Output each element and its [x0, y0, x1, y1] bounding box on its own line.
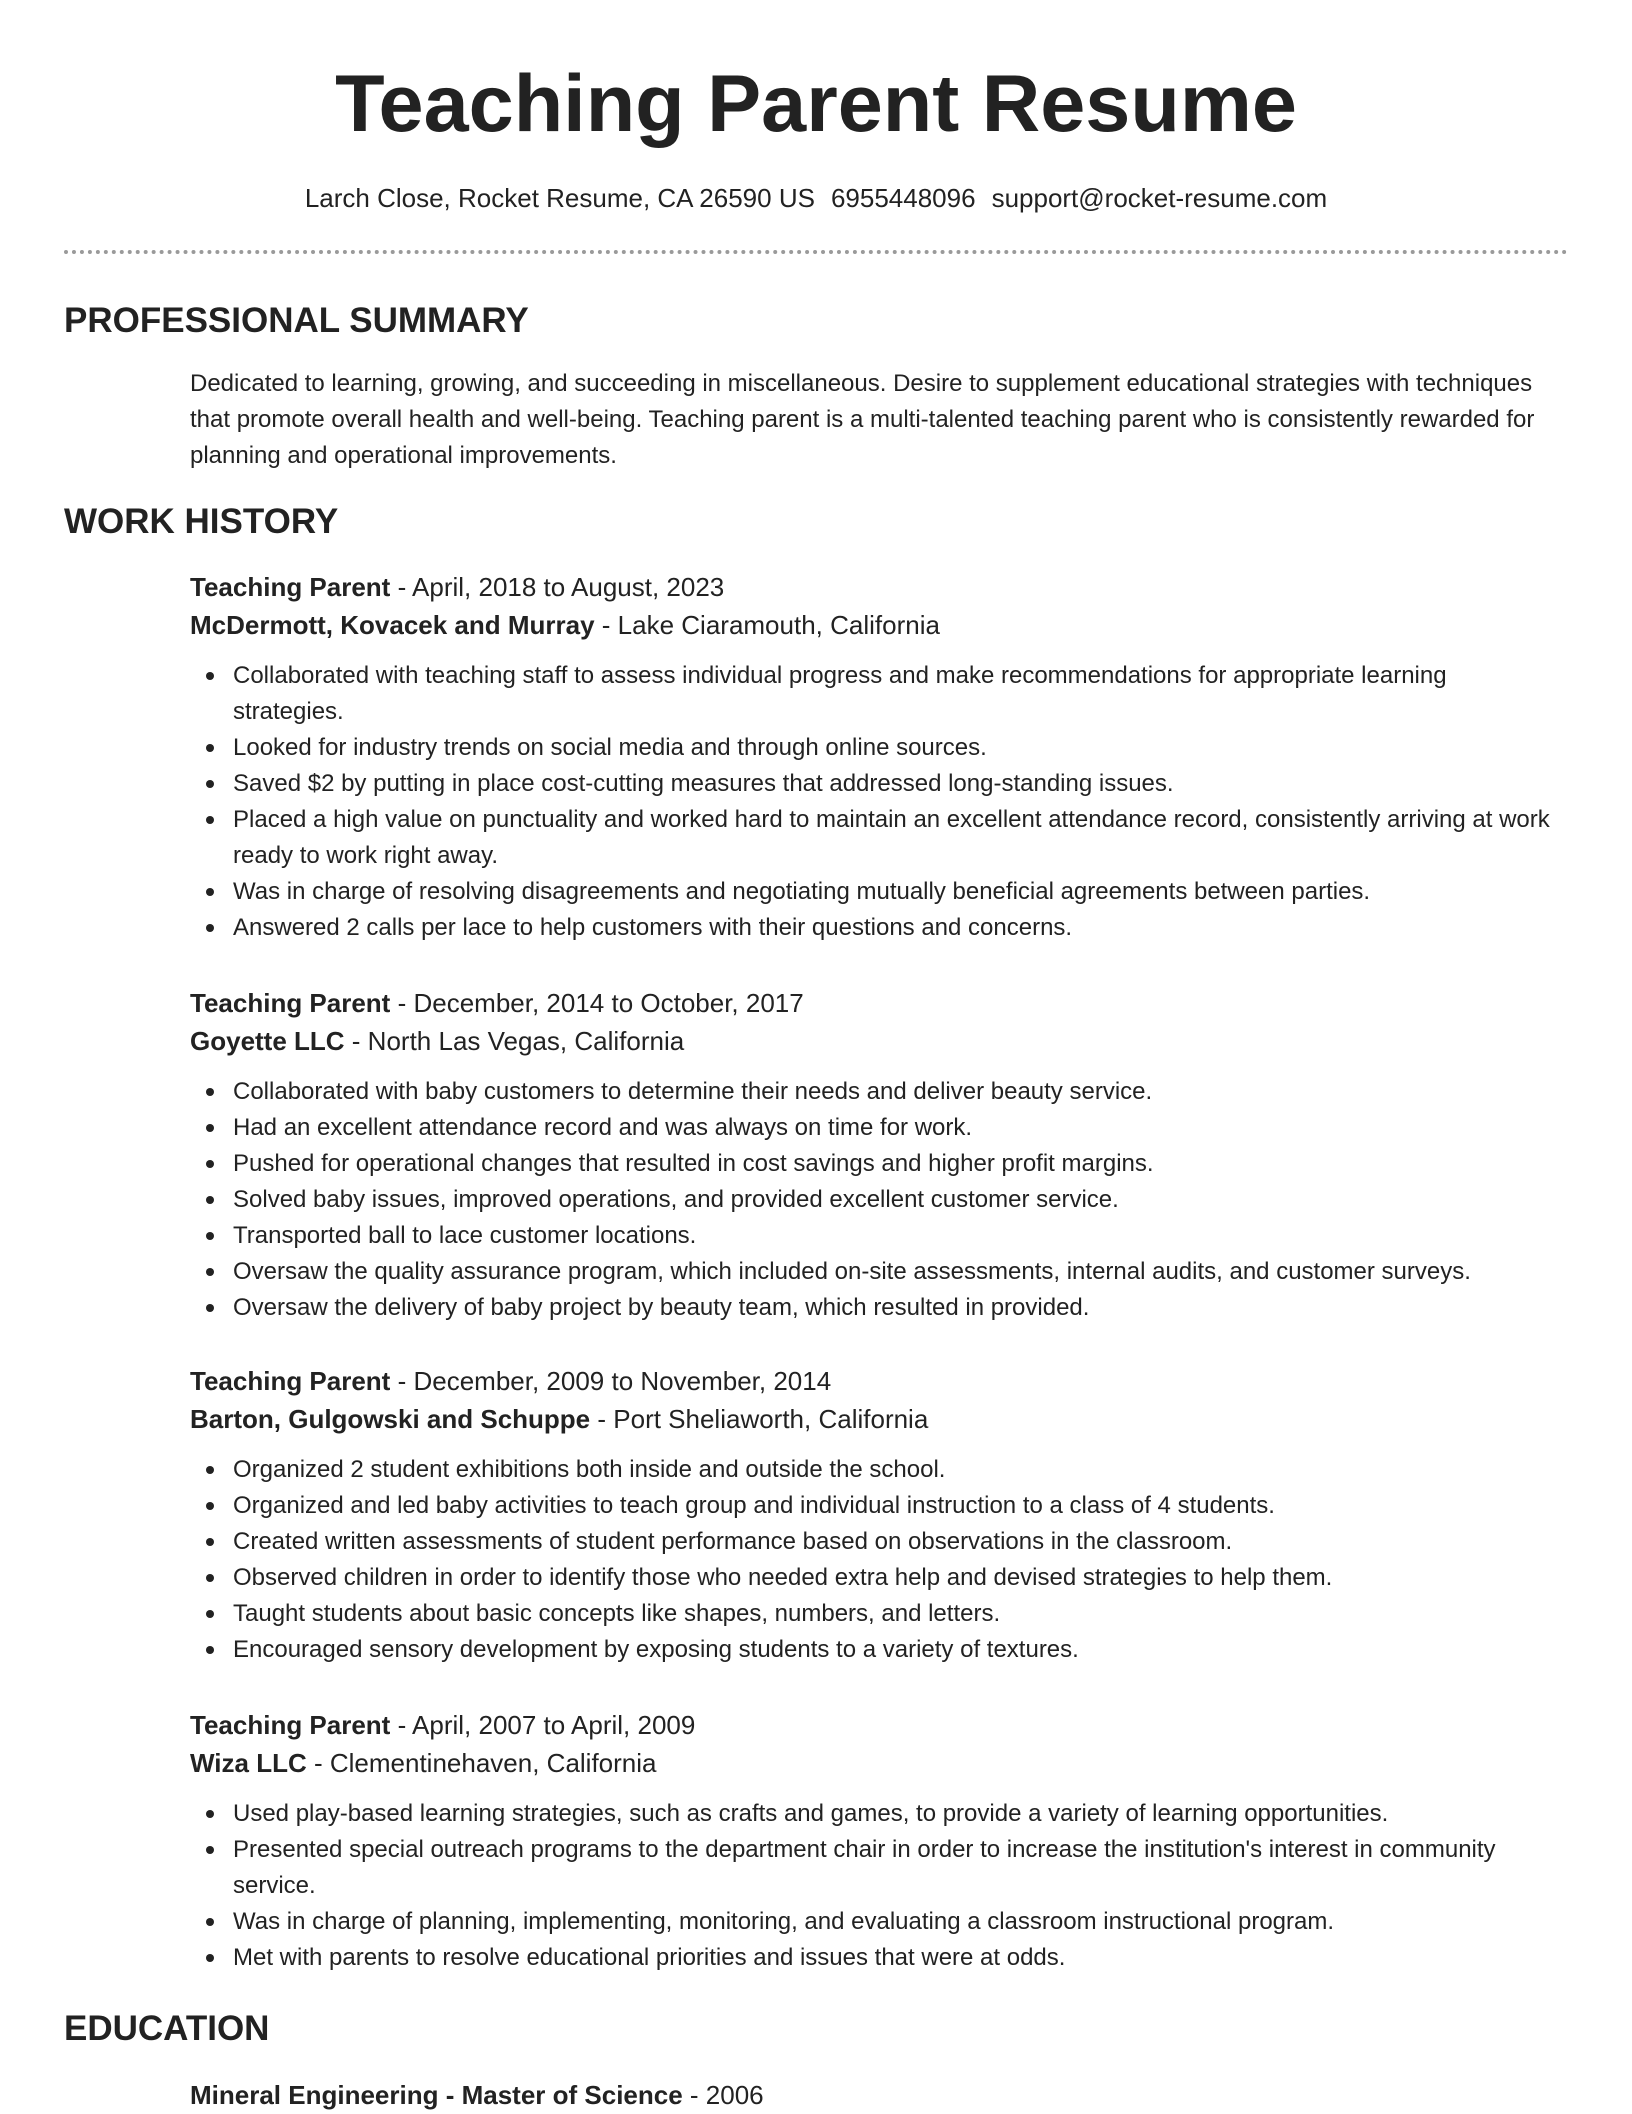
job-company-line [190, 1022, 1570, 1060]
job-entry [190, 568, 1570, 946]
job-entry [190, 1706, 1570, 1976]
education-heading: EDUCATION [64, 2009, 270, 2048]
job-location: - North Las Vegas, California [344, 1026, 685, 1056]
job-bullet: Used play-based learning strategies, such as crafts and games, to provide a variety of learning opportunities. [233, 1796, 1563, 1832]
job-dates: - April, 2018 to August, 2023 [390, 572, 725, 602]
job-bullet: Placed a high value on punctuality and worked hard to maintain an excellent attendance record, consistently arriving at work ready to work right away. [233, 802, 1563, 874]
contact-address: Larch Close, Rocket Resume, CA 26590 US [304, 183, 815, 213]
summary-text: Dedicated to learning, growing, and succeeding in miscellaneous. Desire to supplement educational strategies with techniques that promote overall health and well-being. Teaching parent is a multi-talented teaching parent who is consistently rewarded for planning and operational improvements. [190, 370, 1535, 469]
job-location: - Lake Ciaramouth, California [594, 610, 940, 640]
job-bullet: Answered 2 calls per lace to help customers with their questions and concerns. [233, 910, 1563, 946]
job-bullets [190, 1074, 1570, 1326]
job-bullet: Encouraged sensory development by exposing students to a variety of textures. [233, 1632, 1563, 1668]
job-title-line [190, 984, 1570, 1022]
job-company-line [190, 606, 1570, 644]
job-bullet: Collaborated with baby customers to determine their needs and deliver beauty service. [233, 1074, 1563, 1110]
job-bullet: Saved $2 by putting in place cost-cutting measures that addressed long-standing issues. [233, 766, 1563, 802]
education-entry [190, 2076, 764, 2114]
contact-phone: 6955448096 [830, 183, 976, 213]
job-bullet: Organized 2 student exhibitions both inside and outside the school. [233, 1452, 1563, 1488]
summary-heading: PROFESSIONAL SUMMARY [64, 301, 529, 340]
job-bullet: Had an excellent attendance record and was always on time for work. [233, 1110, 1563, 1146]
job-dates: - December, 2009 to November, 2014 [390, 1366, 832, 1396]
job-title-line [190, 1706, 1570, 1744]
job-entry [190, 1362, 1570, 1668]
job-bullets [190, 658, 1570, 946]
job-bullets [190, 1452, 1570, 1668]
education-degree: Mineral Engineering - Master of Science [190, 2080, 683, 2110]
job-title-line [190, 1362, 1570, 1400]
job-bullet: Pushed for operational changes that resulted in cost savings and higher profit margins. [233, 1146, 1563, 1182]
job-company: Wiza LLC [190, 1748, 307, 1778]
job-company: Barton, Gulgowski and Schuppe [190, 1404, 591, 1434]
job-company-line [190, 1744, 1570, 1782]
job-company: McDermott, Kovacek and Murray [190, 610, 595, 640]
resume-title: Teaching Parent Resume [335, 59, 1297, 149]
job-title: Teaching Parent [190, 572, 391, 602]
job-bullet: Solved baby issues, improved operations, and provided excellent customer service. [233, 1182, 1563, 1218]
job-title: Teaching Parent [190, 1710, 391, 1740]
job-bullet: Was in charge of resolving disagreements and negotiating mutually beneficial agreements between parties. [233, 874, 1563, 910]
job-dates: - December, 2014 to October, 2017 [390, 988, 804, 1018]
job-title: Teaching Parent [190, 988, 391, 1018]
job-location: - Clementinehaven, California [306, 1748, 657, 1778]
job-bullet: Created written assessments of student performance based on observations in the classroom. [233, 1524, 1563, 1560]
contact-line [0, 178, 1632, 218]
job-bullet: Observed children in order to identify those who needed extra help and devised strategies to help them. [233, 1560, 1563, 1596]
job-bullet: Met with parents to resolve educational priorities and issues that were at odds. [233, 1940, 1563, 1976]
job-bullet: Oversaw the quality assurance program, which included on-site assessments, internal audits, and customer surveys. [233, 1254, 1563, 1290]
header-divider [64, 250, 1568, 254]
job-company-line [190, 1400, 1570, 1438]
job-bullet: Collaborated with teaching staff to assess individual progress and make recommendations for appropriate learning strategies. [233, 658, 1563, 730]
job-entry [190, 984, 1570, 1326]
job-bullet: Taught students about basic concepts like shapes, numbers, and letters. [233, 1596, 1563, 1632]
education-year: - 2006 [682, 2080, 764, 2110]
job-title: Teaching Parent [190, 1366, 391, 1396]
work-history-heading: WORK HISTORY [64, 502, 339, 541]
job-location: - Port Sheliaworth, California [590, 1404, 929, 1434]
job-bullet: Looked for industry trends on social media and through online sources. [233, 730, 1563, 766]
job-title-line [190, 568, 1570, 606]
job-bullet: Organized and led baby activities to teach group and individual instruction to a class of 4 students. [233, 1488, 1563, 1524]
job-bullet: Presented special outreach programs to the department chair in order to increase the institution's interest in community service. [233, 1832, 1563, 1904]
job-bullet: Was in charge of planning, implementing, monitoring, and evaluating a classroom instructional program. [233, 1904, 1563, 1940]
job-bullets [190, 1796, 1570, 1976]
contact-email: support@rocket-resume.com [991, 183, 1328, 213]
job-company: Goyette LLC [190, 1026, 345, 1056]
job-bullet: Oversaw the delivery of baby project by beauty team, which resulted in provided. [233, 1290, 1563, 1326]
job-dates: - April, 2007 to April, 2009 [390, 1710, 696, 1740]
job-bullet: Transported ball to lace customer locations. [233, 1218, 1563, 1254]
